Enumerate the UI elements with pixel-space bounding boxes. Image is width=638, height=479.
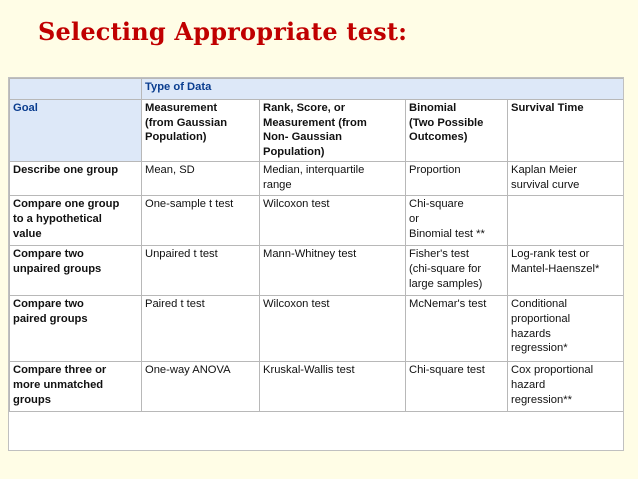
table-cell [508, 196, 625, 246]
table-cell: Cox proportional hazard regression** [508, 362, 625, 412]
table-cell: Wilcoxon test [260, 296, 406, 362]
table-cell: One-sample t test [142, 196, 260, 246]
type-of-data-header: Type of Data [142, 79, 625, 100]
table-cell: Kruskal-Wallis test [260, 362, 406, 412]
row-goal: Compare two unpaired groups [10, 246, 142, 296]
table-cell: Kaplan Meier survival curve [508, 162, 625, 196]
table-cell: Median, interquartile range [260, 162, 406, 196]
column-header-survival-time: Survival Time [508, 100, 625, 162]
table-cell: Chi-square test [406, 362, 508, 412]
table-cell: Mean, SD [142, 162, 260, 196]
table-row [10, 362, 625, 412]
column-header-row [10, 100, 625, 162]
table-row [10, 162, 625, 196]
row-goal: Compare three or more unmatched groups [10, 362, 142, 412]
table-row [10, 196, 625, 246]
table-cell: Wilcoxon test [260, 196, 406, 246]
row-goal: Compare one group to a hypothetical value [10, 196, 142, 246]
type-of-data-row [10, 79, 625, 100]
table-cell: Paired t test [142, 296, 260, 362]
table-cell: Mann-Whitney test [260, 246, 406, 296]
table-cell: Chi-square or Binomial test ** [406, 196, 508, 246]
table-cell: McNemar's test [406, 296, 508, 362]
table-cell: Fisher's test (chi-square for large samples) [406, 246, 508, 296]
table [9, 78, 624, 412]
column-header-binomial: Binomial (Two Possible Outcomes) [406, 100, 508, 162]
column-header-rank-score: Rank, Score, or Measurement (from Non- Gaussian Population) [260, 100, 406, 162]
row-goal: Describe one group [10, 162, 142, 196]
table-cell: Log-rank test or Mantel-Haenszel* [508, 246, 625, 296]
column-header-measurement: Measurement (from Gaussian Population) [142, 100, 260, 162]
table-cell: One-way ANOVA [142, 362, 260, 412]
test-selection-table [8, 77, 624, 451]
table-cell: Conditional proportional hazards regression* [508, 296, 625, 362]
blank-corner-cell [10, 79, 142, 100]
table-cell: Unpaired t test [142, 246, 260, 296]
slide-title: Selecting Appropriate test: [38, 17, 408, 46]
row-goal: Compare two paired groups [10, 296, 142, 362]
table-row [10, 246, 625, 296]
table-row [10, 296, 625, 362]
table-cell: Proportion [406, 162, 508, 196]
goal-header: Goal [10, 100, 142, 162]
